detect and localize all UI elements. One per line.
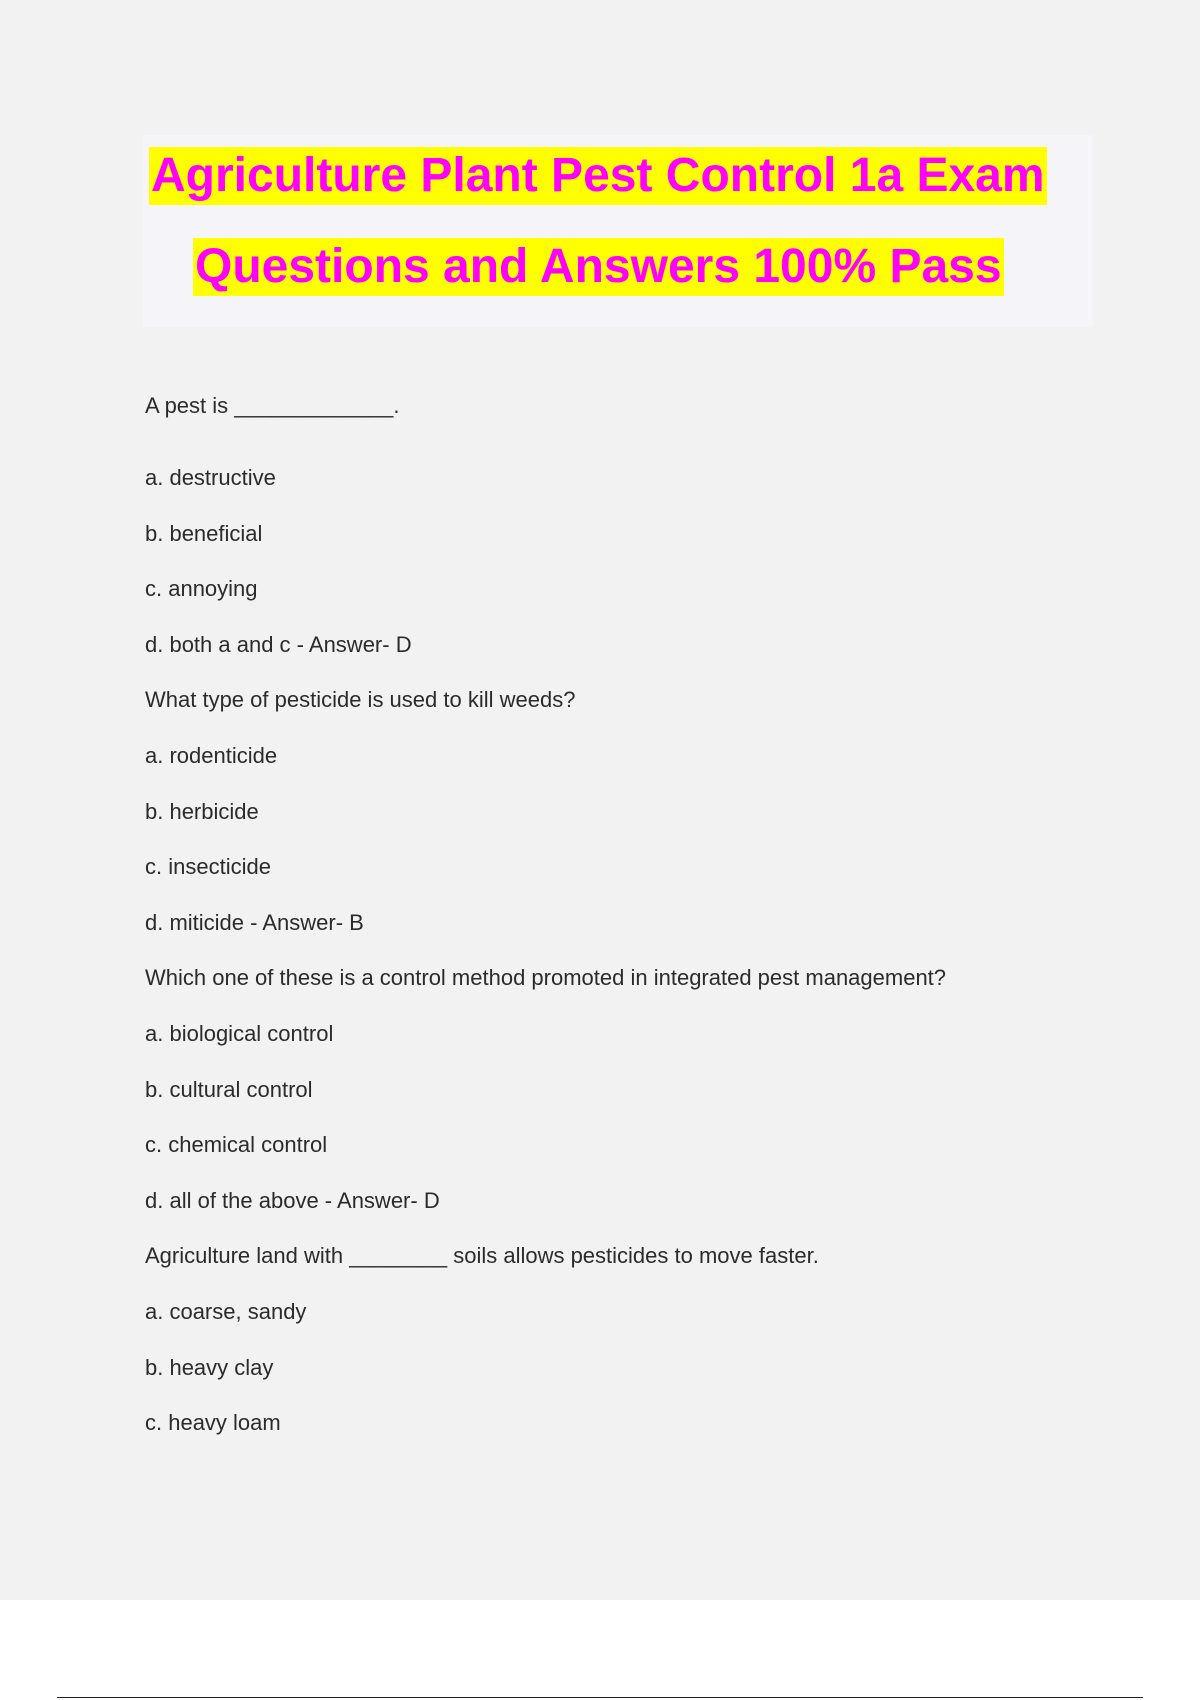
- option-3c: c. chemical control: [145, 1132, 328, 1157]
- option-1a: a. destructive: [145, 465, 276, 490]
- document-title-line-2: Questions and Answers 100% Pass: [193, 238, 1004, 296]
- option-2b: b. herbicide: [145, 799, 259, 824]
- option-3a: a. biological control: [145, 1021, 334, 1046]
- option-2c: c. insecticide: [145, 854, 271, 879]
- question-2: What type of pesticide is used to kill weeds?: [145, 687, 576, 712]
- option-1c: c. annoying: [145, 576, 258, 601]
- option-4c: c. heavy loam: [145, 1410, 281, 1435]
- question-1: A pest is _____________.: [145, 393, 400, 418]
- option-1d-answer: d. both a and c - Answer- D: [145, 632, 412, 657]
- option-4b: b. heavy clay: [145, 1355, 274, 1380]
- title-block: [143, 135, 1093, 327]
- question-3: Which one of these is a control method promoted in integrated pest management?: [145, 965, 947, 990]
- option-1b: b. beneficial: [145, 521, 263, 546]
- option-2a: a. rodenticide: [145, 743, 278, 768]
- option-4a: a. coarse, sandy: [145, 1299, 307, 1324]
- option-2d-answer: d. miticide - Answer- B: [145, 910, 364, 935]
- document-title-line-1: Agriculture Plant Pest Control 1a Exam: [149, 147, 1047, 205]
- option-3b: b. cultural control: [145, 1077, 313, 1102]
- question-4: Agriculture land with ________ soils allows pesticides to move faster.: [145, 1243, 819, 1268]
- option-3d-answer: d. all of the above - Answer- D: [145, 1188, 440, 1213]
- footer-divider: [57, 1697, 1143, 1698]
